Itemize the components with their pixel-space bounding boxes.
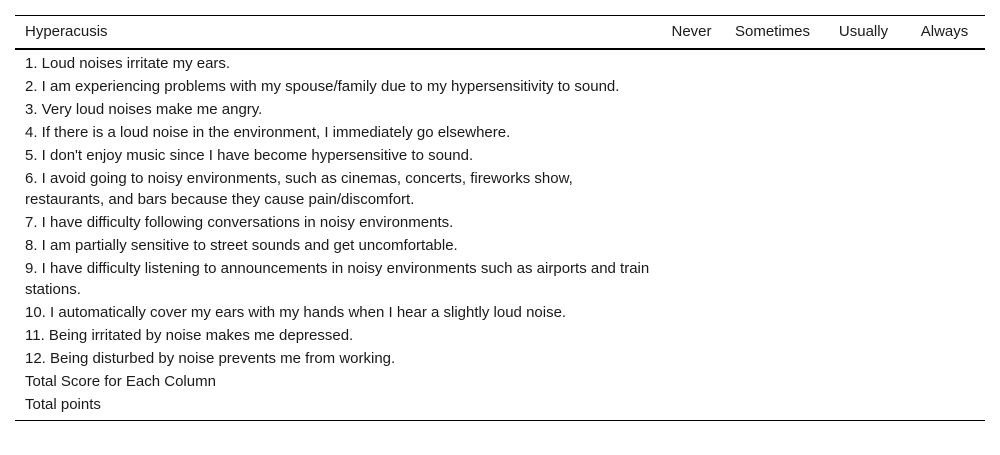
table-row <box>15 257 985 301</box>
cell-always <box>904 324 985 347</box>
cell-sometimes <box>722 144 823 167</box>
cell-always <box>904 98 985 121</box>
cell-never <box>661 98 722 121</box>
table-row <box>15 234 985 257</box>
cell-always <box>904 370 985 393</box>
table-row <box>15 144 985 167</box>
row-item-text: 8. I am partially sensitive to street sounds and get uncomfortable. <box>25 237 458 254</box>
cell-usually <box>823 49 904 75</box>
table-row <box>15 75 985 98</box>
row-item-text: 6. I avoid going to noisy environments, such as cinemas, concerts, fireworks show, restaurants, and bars because they cause pain/discomfort. <box>25 170 573 208</box>
table-row <box>15 121 985 144</box>
cell-always <box>904 144 985 167</box>
table-row <box>15 347 985 370</box>
cell-sometimes <box>722 234 823 257</box>
cell-never <box>661 370 722 393</box>
cell-always <box>904 347 985 370</box>
cell-always <box>904 49 985 75</box>
row-item-text: 12. Being disturbed by noise prevents me from working. <box>25 350 396 367</box>
table-row <box>15 211 985 234</box>
table-row <box>15 301 985 324</box>
table-row <box>15 370 985 393</box>
cell-never <box>661 211 722 234</box>
table-row <box>15 98 985 121</box>
row-item-text: 7. I have difficulty following conversations in noisy environments. <box>25 214 454 231</box>
table-row <box>15 167 985 211</box>
header-never: Never <box>671 23 712 40</box>
cell-always <box>904 121 985 144</box>
cell-always <box>904 301 985 324</box>
cell-sometimes <box>722 75 823 98</box>
hyperacusis-table-container <box>15 15 985 421</box>
cell-never <box>661 121 722 144</box>
cell-sometimes <box>722 167 823 211</box>
cell-never <box>661 167 722 211</box>
cell-sometimes <box>722 324 823 347</box>
row-item-text: 10. I automatically cover my ears with my hands when I hear a slightly loud noise. <box>25 304 567 321</box>
cell-always <box>904 393 985 421</box>
cell-sometimes <box>722 347 823 370</box>
cell-always <box>904 257 985 301</box>
row-item-text: 5. I don't enjoy music since I have become hypersensitive to sound. <box>25 147 474 164</box>
cell-never <box>661 75 722 98</box>
table-row <box>15 324 985 347</box>
cell-sometimes <box>722 49 823 75</box>
cell-sometimes <box>722 121 823 144</box>
header-usually: Usually <box>838 23 889 40</box>
cell-usually <box>823 144 904 167</box>
row-item-text: 9. I have difficulty listening to announcements in noisy environments such as airports and train stations. <box>25 260 650 298</box>
cell-sometimes <box>722 98 823 121</box>
cell-sometimes <box>722 393 823 421</box>
header-row <box>15 16 985 50</box>
cell-usually <box>823 234 904 257</box>
cell-usually <box>823 121 904 144</box>
cell-never <box>661 49 722 75</box>
cell-usually <box>823 301 904 324</box>
cell-usually <box>823 75 904 98</box>
row-item-text: 1. Loud noises irritate my ears. <box>25 55 231 72</box>
header-always: Always <box>920 23 969 40</box>
cell-always <box>904 234 985 257</box>
row-item-text: 4. If there is a loud noise in the environment, I immediately go elsewhere. <box>25 124 511 141</box>
cell-usually <box>823 211 904 234</box>
cell-usually <box>823 370 904 393</box>
row-item-text: Total Score for Each Column <box>25 373 216 390</box>
cell-never <box>661 347 722 370</box>
cell-sometimes <box>722 370 823 393</box>
hyperacusis-questionnaire-table <box>15 15 985 421</box>
cell-usually <box>823 167 904 211</box>
cell-sometimes <box>722 301 823 324</box>
cell-usually <box>823 393 904 421</box>
cell-usually <box>823 257 904 301</box>
cell-usually <box>823 324 904 347</box>
header-hyperacusis: Hyperacusis <box>25 23 108 40</box>
table-header <box>15 16 985 50</box>
cell-sometimes <box>722 257 823 301</box>
cell-never <box>661 301 722 324</box>
row-item-text: 2. I am experiencing problems with my spouse/family due to my hypersensitivity to sound. <box>25 78 620 95</box>
cell-never <box>661 257 722 301</box>
cell-always <box>904 167 985 211</box>
cell-always <box>904 211 985 234</box>
cell-never <box>661 144 722 167</box>
cell-sometimes <box>722 211 823 234</box>
cell-never <box>661 393 722 421</box>
row-item-text: Total points <box>25 396 101 413</box>
table-body <box>15 49 985 421</box>
row-item-text: 3. Very loud noises make me angry. <box>25 101 263 118</box>
row-item-text: 11. Being irritated by noise makes me depressed. <box>25 327 354 344</box>
cell-never <box>661 324 722 347</box>
cell-usually <box>823 347 904 370</box>
table-row <box>15 393 985 421</box>
cell-always <box>904 75 985 98</box>
cell-never <box>661 234 722 257</box>
header-sometimes: Sometimes <box>734 23 811 40</box>
cell-usually <box>823 98 904 121</box>
table-row <box>15 49 985 75</box>
